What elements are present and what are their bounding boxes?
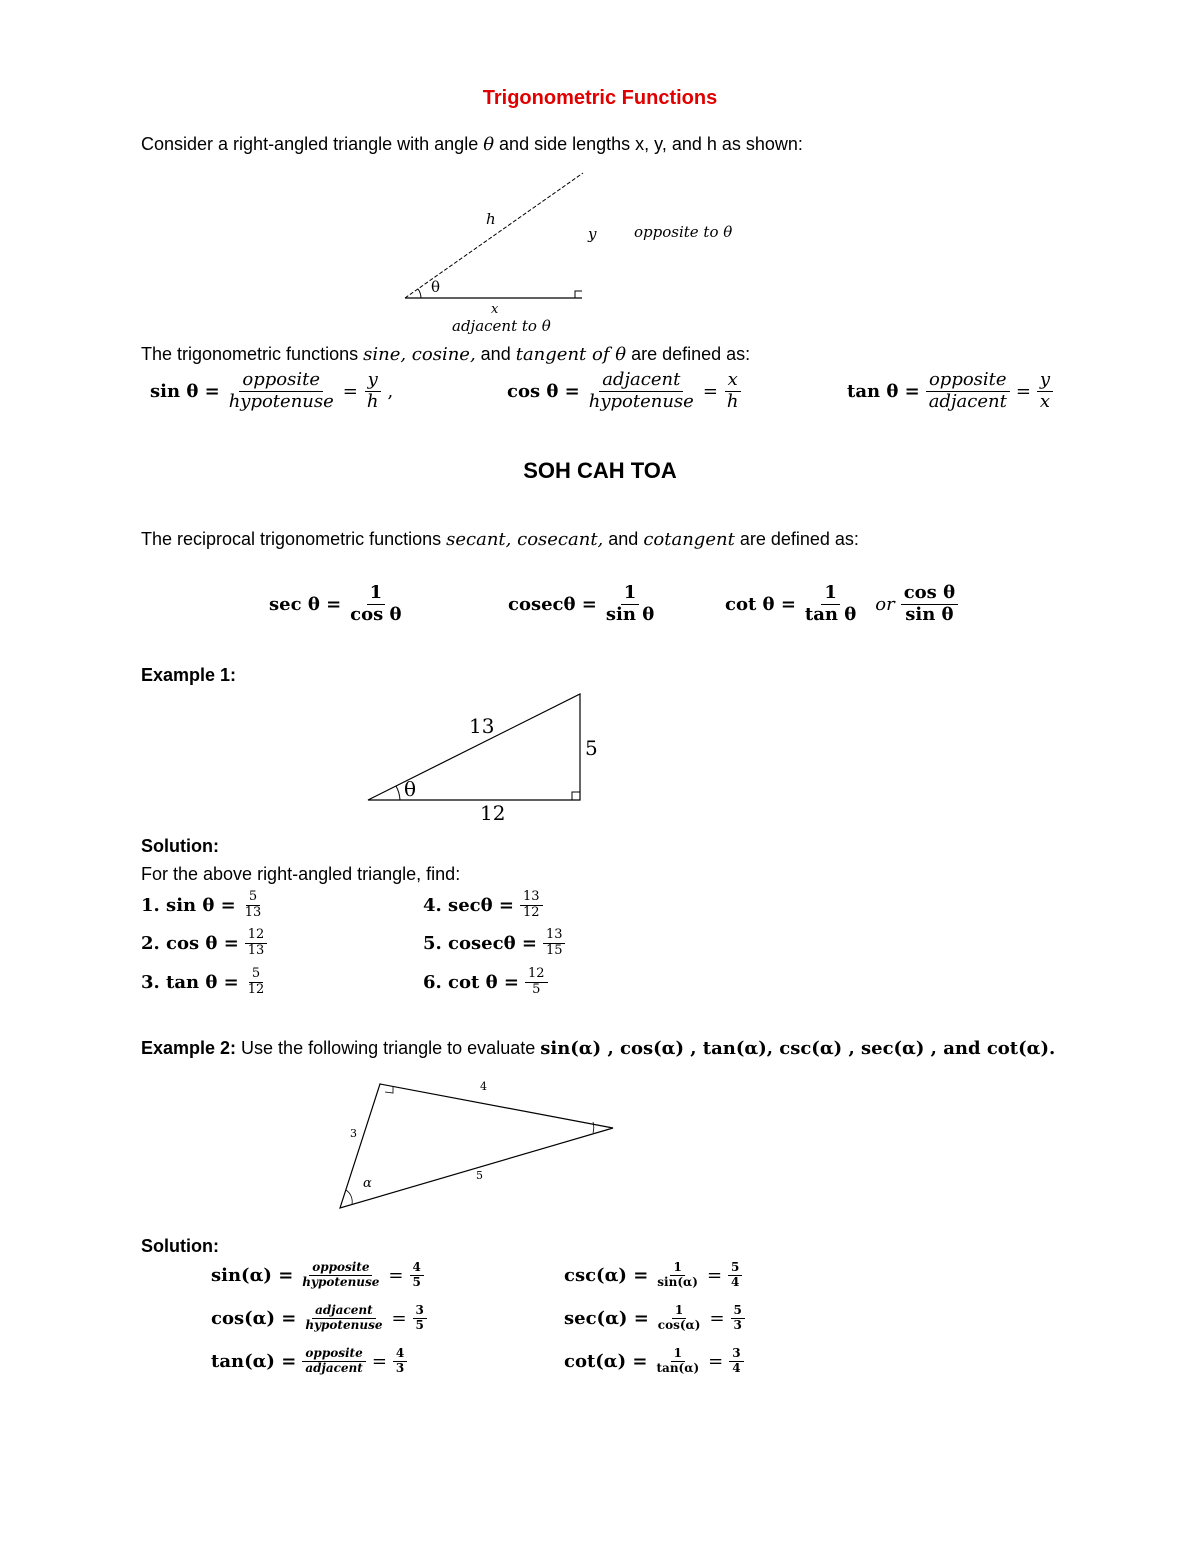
item2-den: 13: [247, 942, 265, 958]
page-title: Trigonometric Functions: [482, 87, 718, 109]
item2-label: 2. cos θ =: [141, 932, 239, 954]
example1-triangle: [368, 694, 580, 800]
recip-names: secant, cosecant,: [446, 529, 604, 550]
item2-num: 12: [245, 928, 268, 944]
s2-csc-fn: csc(α) =: [564, 1264, 649, 1286]
defs-names: sine, cosine,: [363, 344, 476, 365]
solution2-csc: csc(α) = $\frac{1}{\sin(\alpha)}$ = $\frac{5}{4}$: [564, 1261, 742, 1290]
example2-line: [141, 1038, 1055, 1059]
sin-definition: sin θ = $\frac{\text{opposite}}{\text{hypotenuse}}$ = $\frac{y}{h}$ ,: [150, 369, 394, 412]
cos-num-word: adjacent: [599, 370, 683, 392]
s2-cot-den2: 4: [732, 1360, 741, 1375]
item5-label: 5. cosecθ =: [423, 932, 537, 954]
right-angle-marker: [575, 291, 582, 298]
adjacent-caption: adjacent to θ: [452, 317, 551, 335]
label-x: x: [491, 302, 499, 317]
example1-heading: Example 1:: [141, 665, 237, 685]
solution1-item-4: [423, 890, 543, 921]
recip-text-c: are defined as:: [734, 529, 859, 549]
s2-sin-den1: hypotenuse: [302, 1274, 380, 1289]
intro-text-b: and side lengths x, y, and h as shown:: [494, 134, 803, 154]
s2-csc-num1: 1: [670, 1261, 684, 1276]
s2-cot-num2: 3: [729, 1347, 743, 1362]
recip-cot: cotangent: [643, 529, 735, 550]
cos-den-word: hypotenuse: [588, 390, 694, 412]
item5-num: 13: [543, 928, 566, 944]
item1-num: 5: [246, 890, 260, 906]
reciprocal-intro: [141, 529, 859, 550]
example2-alpha-label: α: [363, 1176, 372, 1191]
cot-definition: [725, 583, 958, 625]
mnemonic-heading: SOH CAH TOA: [523, 458, 677, 483]
item6-num: 12: [525, 967, 548, 983]
example1-right-angle: [572, 792, 580, 800]
sin-tail: ,: [387, 380, 394, 402]
sin-den-word: hypotenuse: [228, 390, 334, 412]
solution1-item-3: [141, 967, 267, 998]
cosec-den: sin θ: [605, 603, 655, 625]
solution1-item-5: [423, 928, 565, 959]
example2-functions: sin(α) , cos(α) , tan(α), csc(α) , sec(α) , and cot(α).: [540, 1038, 1056, 1059]
angle-arc: [418, 289, 421, 298]
s2-cot-num1: 1: [671, 1347, 685, 1362]
label-theta-1: θ: [431, 278, 441, 296]
cot-num: 1: [821, 583, 840, 605]
label-h: h: [486, 210, 496, 228]
tan-den-word: adjacent: [928, 390, 1007, 412]
s2-sec-num2: 5: [731, 1304, 745, 1319]
example1-angle-arc: [396, 786, 400, 800]
s2-sec-den1: cos(α): [657, 1317, 701, 1332]
item6-den: 5: [532, 981, 541, 997]
solution2-heading: Solution:: [141, 1236, 219, 1256]
sec-den: cos θ: [350, 603, 402, 625]
example2-text: Use the following triangle to evaluate: [236, 1038, 541, 1058]
item1-label: 1. sin θ =: [141, 894, 236, 916]
s2-sec-fn: sec(α) =: [564, 1307, 649, 1329]
s2-cos-num2: 3: [413, 1304, 427, 1319]
cot-fn: cot θ =: [725, 593, 796, 615]
solution2-sec: sec(α) = $\frac{1}{\cos(\alpha)}$ = $\frac{5}{3}$: [564, 1304, 745, 1333]
recip-text-a: The reciprocal trigonometric functions: [141, 529, 447, 549]
cosec-num: 1: [621, 583, 640, 605]
sin-fn: sin θ =: [150, 380, 220, 402]
example2-triangle: [340, 1084, 613, 1208]
cos-den-var: h: [726, 390, 739, 412]
s2-tan-num1: opposite: [302, 1347, 365, 1362]
triangle-diagram-example1: [365, 690, 595, 810]
sec-fn: sec θ =: [269, 593, 342, 615]
cot-den2: sin θ: [905, 603, 954, 625]
solution1-prompt: For the above right-angled triangle, find:: [141, 864, 461, 884]
example2-side-bottom: 5: [476, 1169, 483, 1182]
s2-sec-num1: 1: [672, 1304, 686, 1319]
solution1-item-6: [423, 967, 548, 998]
cos-definition: cos θ = $\frac{\text{adjacent}}{\text{hypotenuse}}$ = $\frac{x}{h}$: [507, 370, 742, 412]
solution2-sin: sin(α) = $\frac{\text{opposite}}{\text{hypotenuse}}$ = $\frac{4}{5}$: [211, 1261, 424, 1290]
recip-text-b: and: [603, 529, 644, 549]
tan-definition: tan θ = $\frac{\text{opposite}}{\text{adjacent}}$ = $\frac{y}{x}$: [847, 370, 1053, 412]
cos-fn: cos θ =: [507, 380, 580, 402]
sin-num-var: y: [365, 370, 381, 392]
cot-den: tan θ: [804, 603, 857, 625]
item1-den: 13: [244, 904, 262, 920]
example2-heading: Example 2:: [141, 1038, 237, 1058]
item5-den: 15: [545, 942, 563, 958]
example1-hyp-label: 13: [469, 714, 495, 738]
s2-cos-fn: cos(α) =: [211, 1307, 297, 1329]
s2-sec-den2: 3: [733, 1317, 742, 1332]
item4-den: 12: [522, 904, 540, 920]
cot-num2: cos θ: [901, 583, 958, 605]
defs-text-b: and: [475, 344, 516, 364]
sin-num-word: opposite: [239, 370, 323, 392]
item3-num: 5: [249, 967, 263, 983]
defs-text-c: are defined as:: [626, 344, 751, 364]
example2-side-left: 3: [350, 1127, 357, 1140]
item3-label: 3. tan θ =: [141, 971, 239, 993]
sec-definition: [269, 583, 405, 625]
example1-theta-label: θ: [404, 777, 417, 801]
s2-cos-den1: hypotenuse: [305, 1317, 383, 1332]
example2-side-top: 4: [480, 1080, 487, 1093]
example2-vertex-arc: [593, 1122, 594, 1133]
solution1-item-1: [141, 890, 264, 921]
s2-cos-den2: 5: [415, 1317, 424, 1332]
s2-tan-den1: adjacent: [305, 1360, 363, 1375]
intro-paragraph: [141, 134, 803, 155]
solution2-cot: cot(α) = $\frac{1}{\tan(\alpha)}$ = $\frac{3}{4}$: [564, 1347, 744, 1376]
item4-num: 13: [520, 890, 543, 906]
example1-opp-label: 5: [585, 736, 598, 760]
tan-fn: tan θ =: [847, 380, 920, 402]
item6-label: 6. cot θ =: [423, 971, 519, 993]
s2-sin-num2: 4: [410, 1261, 424, 1276]
tan-num-var: y: [1037, 370, 1053, 392]
s2-sin-num1: opposite: [309, 1261, 372, 1276]
solution2-cos: cos(α) = $\frac{\text{adjacent}}{\text{hypotenuse}}$ = $\frac{3}{5}$: [211, 1304, 427, 1333]
tan-num-word: opposite: [926, 370, 1010, 392]
example2-alpha-arc: [346, 1190, 352, 1204]
s2-cot-den1: tan(α): [656, 1360, 700, 1375]
intro-text-a: Consider a right-angled triangle with angle: [141, 134, 484, 154]
solution1-item-2: [141, 928, 267, 959]
s2-tan-fn: tan(α) =: [211, 1350, 297, 1372]
s2-csc-den2: 4: [731, 1274, 740, 1289]
definitions-intro: [141, 344, 750, 365]
cosec-fn: cosecθ =: [508, 593, 597, 615]
item3-den: 12: [247, 981, 265, 997]
tan-den-var: x: [1039, 390, 1051, 412]
example1-adj-label: 12: [480, 801, 506, 825]
defs-text-a: The trigonometric functions: [141, 344, 364, 364]
intro-theta: θ: [483, 134, 495, 155]
cosec-definition: [508, 583, 657, 625]
triangle-diagram-example2: [335, 1078, 625, 1218]
s2-csc-num2: 5: [728, 1261, 742, 1276]
sec-num: 1: [367, 583, 386, 605]
s2-tan-num2: 4: [393, 1347, 407, 1362]
s2-sin-den2: 5: [412, 1274, 421, 1289]
solution1-heading: Solution:: [141, 836, 219, 856]
defs-tan-of: tangent of θ: [515, 344, 627, 365]
opposite-caption: opposite to θ: [634, 223, 733, 241]
label-y: y: [588, 225, 597, 243]
s2-csc-den1: sin(α): [657, 1274, 698, 1289]
cos-num-var: x: [725, 370, 741, 392]
s2-cos-num1: adjacent: [312, 1304, 376, 1319]
triangle-diagram-1: [395, 168, 595, 308]
s2-sin-fn: sin(α) =: [211, 1264, 294, 1286]
solution2-tan: tan(α) = $\frac{\text{opposite}}{\text{adjacent}}$ = $\frac{4}{3}$: [211, 1347, 407, 1376]
s2-tan-den2: 3: [395, 1360, 405, 1375]
s2-cot-fn: cot(α) =: [564, 1350, 648, 1372]
example2-right-angle: [385, 1087, 393, 1093]
cot-or: or: [875, 593, 895, 615]
sin-den-var: h: [366, 390, 379, 412]
item4-label: 4. secθ =: [423, 894, 514, 916]
